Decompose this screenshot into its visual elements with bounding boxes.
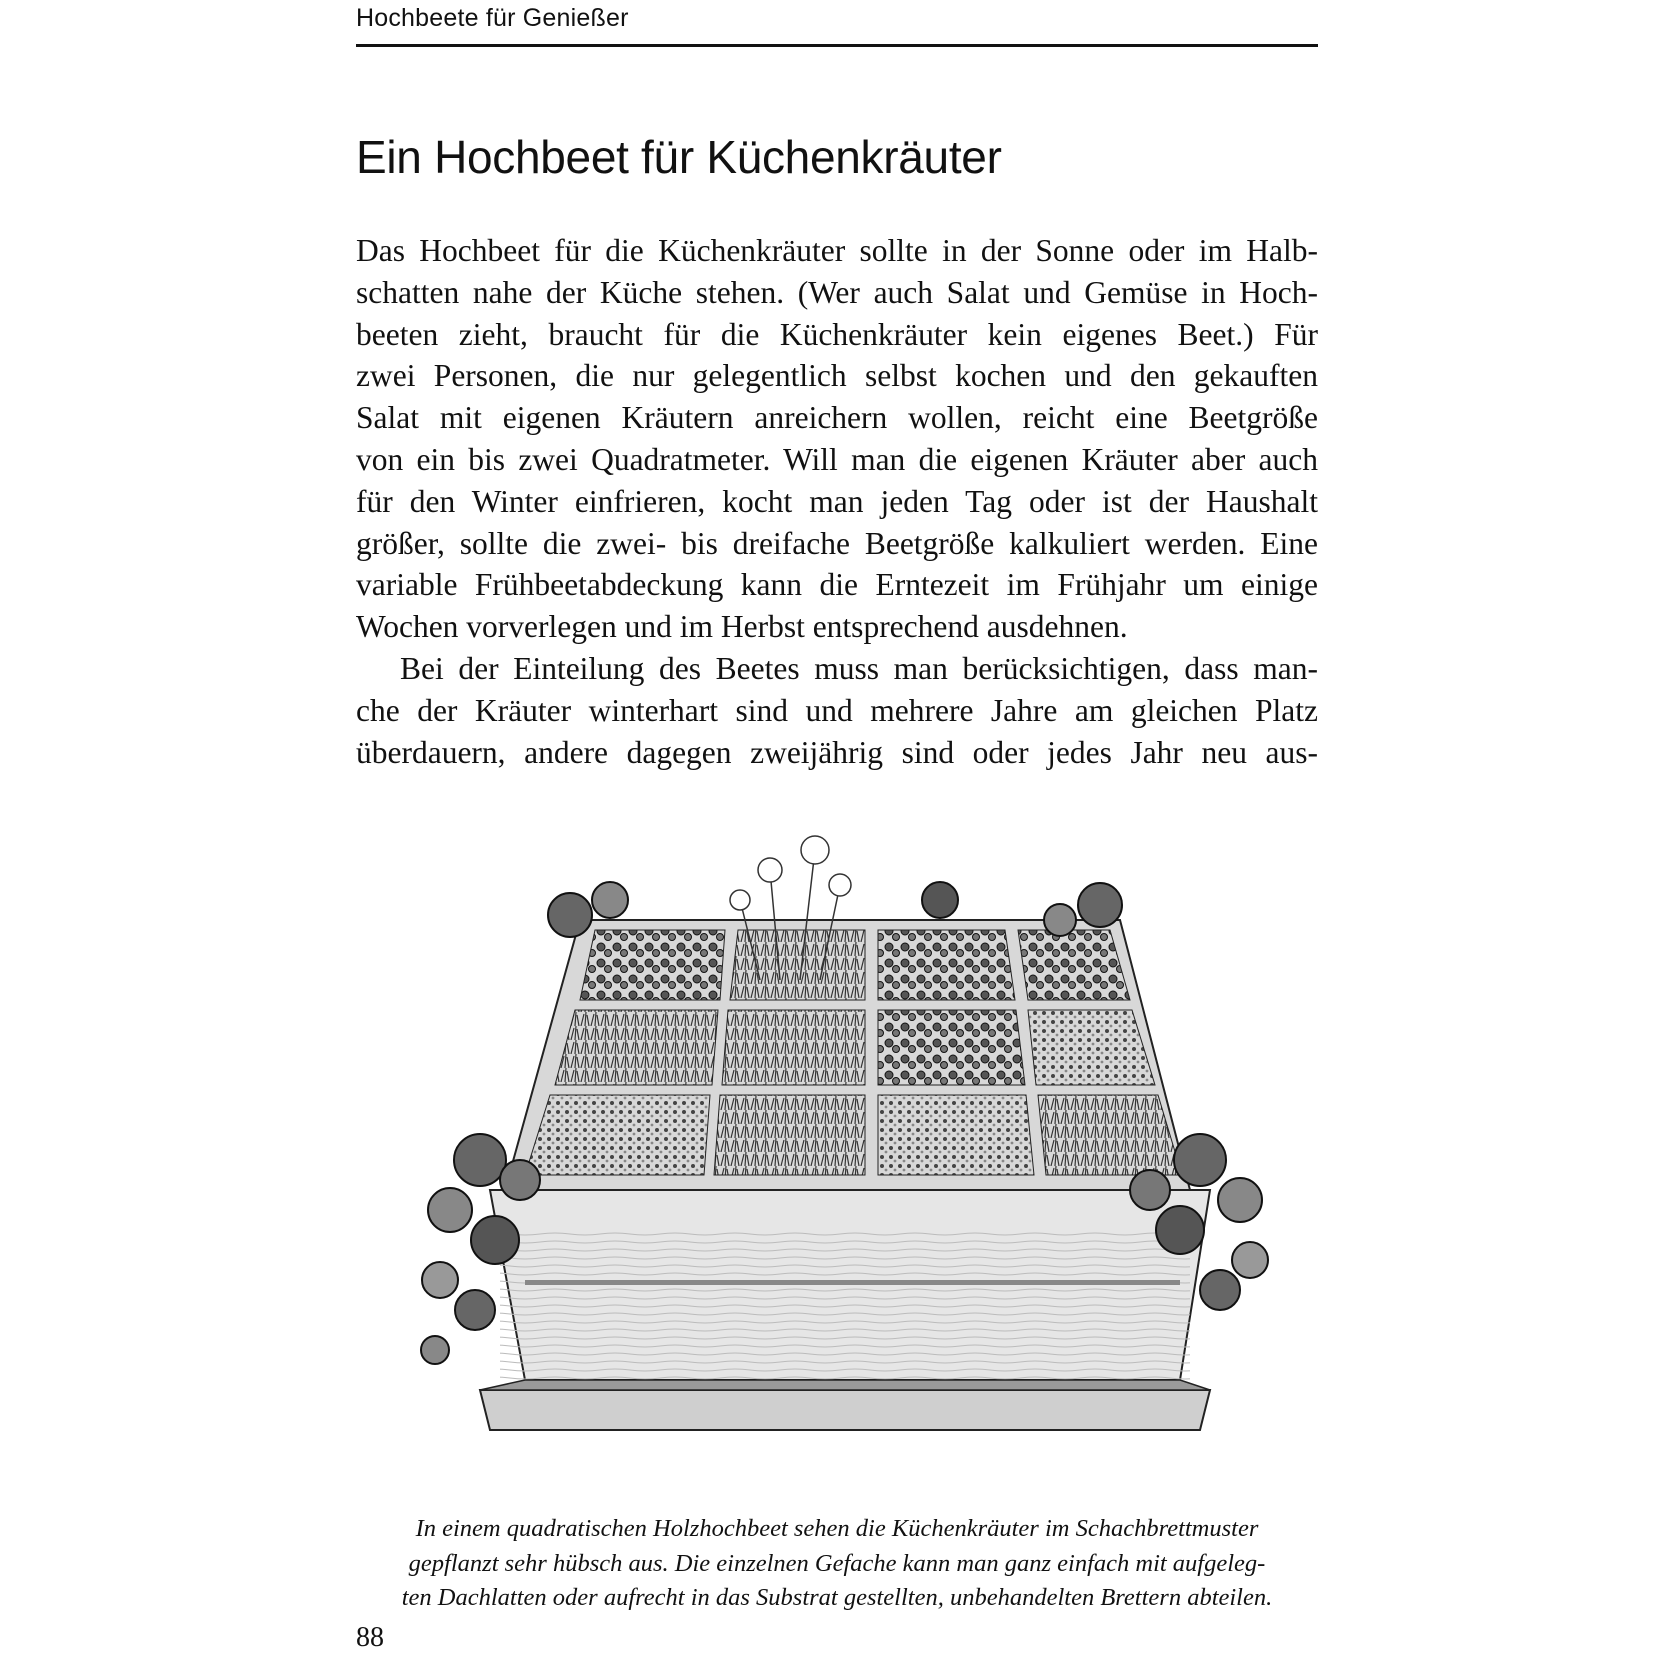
body-line: che der Kräuter winterhart sind und mehrere Jahre am gleichen Platz <box>356 692 1318 728</box>
body-line: zwei Personen, die nur gelegentlich selbst kochen und den gekauften <box>356 358 1318 394</box>
body-line: beeten zieht, braucht für die Küchenkräuter kein eigenes Beet.) Für <box>356 316 1318 352</box>
body-text <box>356 230 1318 773</box>
body-line: Bei der Einteilung des Beetes muss man berücksichtigen, dass man- <box>400 650 1318 686</box>
page-number: 88 <box>356 1622 384 1653</box>
body-line: schatten nahe der Küche stehen. (Wer auch Salat und Gemüse in Hoch- <box>356 274 1318 310</box>
body-line: größer, sollte die zwei- bis dreifache Beetgröße kalkuliert werden. Eine <box>356 525 1318 561</box>
body-line: überdauern, andere dagegen zweijährig sind oder jedes Jahr neu aus- <box>356 734 1318 770</box>
body-line: Salat mit eigenen Kräutern anreichern wollen, reicht eine Beetgröße <box>356 400 1318 436</box>
running-head: Hochbeete für Genießer <box>356 4 629 32</box>
caption-line: ten Dachlatten oder aufrecht in das Substrat gestellten, unbehandelten Brettern abteilen. <box>401 1584 1273 1611</box>
body-line: Wochen vorverlegen und im Herbst entsprechend ausdehnen. <box>356 609 1128 645</box>
body-line: Das Hochbeet für die Küchenkräuter sollte in der Sonne oder im Halb- <box>356 233 1318 268</box>
chapter-title: Ein Hochbeet für Küchenkräuter <box>356 131 1002 183</box>
caption-line: gepflanzt sehr hübsch aus. Die einzelnen Gefache kann man ganz einfach mit aufgeleg- <box>408 1549 1266 1577</box>
body-line: variable Frühbeetabdeckung kann die Erntezeit im Frühjahr um einige <box>356 567 1318 603</box>
caption-line: In einem quadratischen Holzhochbeet sehen die Küchenkräuter im Schachbrettmuster <box>415 1515 1259 1542</box>
raised-bed-illustration <box>420 830 1280 1500</box>
body-line: für den Winter einfrieren, kocht man jeden Tag oder ist der Haushalt <box>356 483 1318 519</box>
body-line: von ein bis zwei Quadratmeter. Will man die eigenen Kräuter aber auch <box>356 441 1318 477</box>
figure-caption <box>356 1512 1318 1616</box>
herb-compartments <box>525 930 1182 1175</box>
header-rule <box>356 44 1318 47</box>
